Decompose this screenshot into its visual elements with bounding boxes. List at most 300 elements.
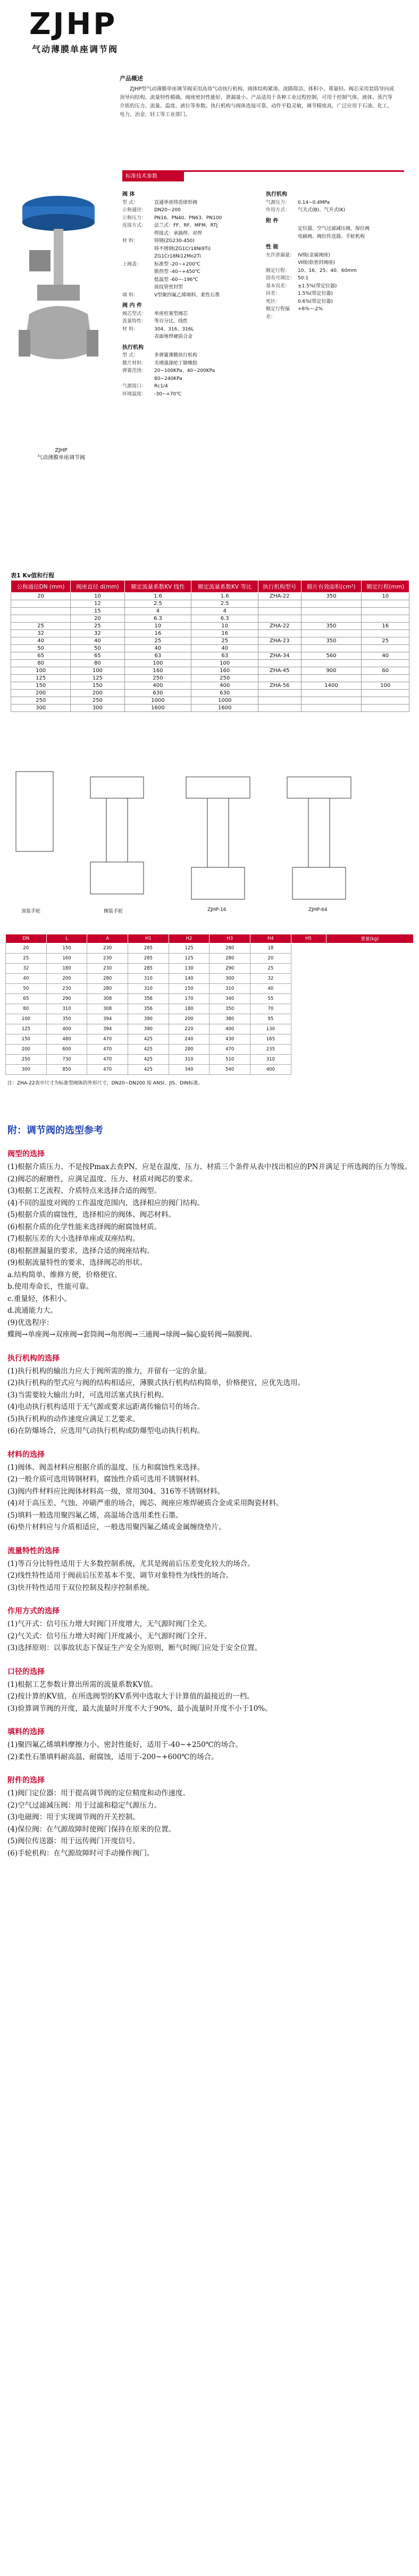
- table1-caption: 表1 Kv值和行程: [11, 572, 55, 579]
- spec-key: [122, 333, 154, 341]
- table-cell: 540: [210, 1065, 250, 1075]
- table-row: [11, 645, 409, 652]
- table-cell: 32: [11, 630, 71, 637]
- table-cell: 425: [128, 1045, 169, 1055]
- table-cell: 400: [46, 1024, 87, 1034]
- spec-row: [266, 290, 404, 298]
- spec-key: [122, 230, 154, 238]
- table-cell: 150: [71, 682, 124, 690]
- spec-row: [266, 233, 404, 241]
- spec-row: [122, 206, 261, 214]
- table-cell: 10: [191, 623, 258, 630]
- table-cell: 350: [301, 593, 362, 600]
- table-cell: 130: [250, 1024, 291, 1034]
- table-cell: 394: [87, 1014, 128, 1024]
- table-cell: 32: [250, 974, 291, 984]
- table-cell: 65: [11, 652, 71, 660]
- spec-row: [266, 225, 404, 233]
- table-cell: 340: [210, 994, 250, 1004]
- table-cell: 280: [210, 954, 250, 964]
- table-cell: 630: [124, 690, 191, 697]
- spec-row: [122, 214, 261, 222]
- table-cell: 160: [191, 667, 258, 675]
- table-cell: 285: [128, 943, 169, 954]
- table-cell: [362, 660, 409, 667]
- table-row: [11, 690, 409, 697]
- table-row: [6, 964, 414, 974]
- spec-value: 法兰式：FF、RF、MFM、RTJ: [154, 223, 218, 228]
- spec-row: [122, 253, 261, 261]
- spec-value: 直通单座铸造球形阀: [154, 200, 198, 205]
- table-cell: 1.6: [124, 593, 191, 600]
- spec-row: [122, 292, 261, 300]
- spec-key: 膜片材料：: [122, 360, 147, 366]
- appendix-paragraph: (6)手轮机构：在气源故障时可手动操作阀门。: [7, 1849, 154, 1858]
- table-cell: [301, 645, 362, 652]
- appendix-paragraph: (4)不同的温度对阀的工作温度范围内，选择相应的阀门结构。: [7, 1198, 205, 1207]
- spec-row: [122, 360, 261, 368]
- appendix-section-heading: 执行机构的选择: [7, 1354, 60, 1363]
- table-cell: 25: [6, 954, 47, 964]
- table-row: [6, 943, 414, 954]
- table-cell: [258, 705, 301, 712]
- table-cell: 390: [128, 1014, 169, 1024]
- table-cell: 130: [169, 964, 210, 974]
- table-row: [6, 954, 414, 964]
- table-cell: [11, 615, 71, 623]
- table-cell: 1000: [124, 697, 191, 705]
- spec-key: 材 料：: [122, 326, 138, 332]
- table-header-cell: L: [46, 934, 87, 943]
- appendix-paragraph: (9)根据流量特性的要求，选择阀芯的形状。: [7, 1258, 147, 1267]
- table-row: [11, 697, 409, 705]
- table-cell: 4: [191, 608, 258, 615]
- drawing-caption-3: ZJHP-16: [207, 907, 227, 913]
- table-row: [6, 994, 414, 1004]
- appendix-section-heading: 阀型的选择: [7, 1150, 45, 1158]
- spec-key: 阀芯型式：: [122, 311, 147, 317]
- table-cell: 250: [71, 697, 124, 705]
- table-cell: 165: [250, 1034, 291, 1045]
- table-header-cell: 额定行程(mm): [362, 581, 409, 593]
- spec-value: 20~100KPa、40~200KPa: [154, 368, 215, 374]
- spec-right-column: [266, 188, 404, 321]
- spec-key: [122, 245, 154, 253]
- table-cell: 310: [210, 984, 250, 994]
- spec-key: [122, 375, 154, 383]
- spec-key: 弹簧范围：: [122, 368, 147, 374]
- table-row: [11, 623, 409, 630]
- spec-key: 基本误差：: [266, 283, 290, 289]
- table-cell: 425: [128, 1055, 169, 1065]
- table-cell: 25: [11, 623, 71, 630]
- spec-key: 固有可调比：: [266, 276, 295, 281]
- appendix-paragraph: 蝶阀→单座阀→双座阀→套筒阀→角形阀→三通阀→球阀→偏心旋转阀→隔膜阀。: [7, 1330, 257, 1339]
- table-cell: 200: [11, 690, 71, 697]
- appendix-paragraph: (3)根据工艺流程、介质特点来选择合适的阀型。: [7, 1187, 162, 1195]
- table-row: [6, 1045, 414, 1055]
- table-cell: 40: [124, 645, 191, 652]
- spec-value: ZG1Cr18Ni12Mo2Ti: [154, 254, 201, 259]
- spec-key: 允许泄漏量：: [266, 252, 295, 258]
- table-cell: [362, 608, 409, 615]
- kv-table: [11, 580, 409, 712]
- appendix-paragraph: (1)执行机构的输出力应大于阀所需的推力，并留有一定的余量。: [7, 1366, 212, 1376]
- appendix-paragraph: (1)气开式：信号压力增大时阀门开度增大，无气源时阀门全关。: [7, 1620, 212, 1628]
- table-cell: [362, 600, 409, 608]
- spec-value: 散热型 -40~+450℃: [154, 269, 200, 275]
- table-cell: 63: [191, 652, 258, 660]
- table-cell: 350: [46, 1014, 87, 1024]
- spec-row: [122, 268, 261, 276]
- spec-key: 型 式：: [122, 353, 138, 358]
- table-cell: 150: [46, 943, 87, 954]
- spec-row: [122, 318, 261, 326]
- table-cell: [258, 615, 301, 623]
- table-cell: 200: [169, 1014, 210, 1024]
- table-cell: ZHA-34: [258, 652, 301, 660]
- table-cell: 180: [46, 964, 87, 974]
- table-row: [11, 593, 409, 600]
- table-cell: 6.3: [191, 615, 258, 623]
- spec-value: 0.14~0.4MPa: [298, 200, 330, 205]
- table-cell: ZHA-45: [258, 667, 301, 675]
- dimension-table: [5, 934, 414, 1075]
- spec-row: [266, 259, 404, 267]
- table-row: [11, 660, 409, 667]
- appendix-paragraph: (3)快开特性适用于双位控制及程序控制系统。: [7, 1583, 154, 1592]
- table-cell: 470: [87, 1045, 128, 1055]
- spec-key: [122, 268, 154, 276]
- table-cell: 32: [71, 630, 124, 637]
- table-cell: 20: [71, 615, 124, 623]
- table-cell: 1400: [301, 682, 362, 690]
- table-cell: 285: [128, 954, 169, 964]
- table-cell: 425: [128, 1034, 169, 1045]
- spec-row: [122, 333, 261, 341]
- appendix-paragraph: (5)填料一般选用聚四氟乙烯，高温场合选用柔性石墨。: [7, 1511, 183, 1520]
- spec-key: 作用方式：: [266, 208, 290, 213]
- spec-row: [122, 199, 261, 207]
- spec-row: [122, 383, 261, 391]
- appendix-paragraph: (2)线性特性适用于阀前后压差基本不变、调节对象特性为线性的场合。: [7, 1571, 233, 1580]
- spec-value: VI级(软密封阀座): [298, 260, 335, 266]
- table-header-cell: 重量(kg): [326, 934, 413, 943]
- table-cell: [258, 675, 301, 682]
- spec-section-heading: 阀 体: [122, 192, 135, 197]
- table-cell: ZHA-56: [258, 682, 301, 690]
- table-cell: 350: [301, 623, 362, 630]
- table-cell: 280: [87, 984, 128, 994]
- table-cell: [362, 615, 409, 623]
- table-header-cell: 膜片有效面积(cm²): [301, 581, 362, 593]
- spec-row: [122, 326, 261, 334]
- table-cell: [301, 630, 362, 637]
- spec-key: [122, 253, 154, 261]
- table-row: [6, 984, 414, 994]
- table-cell: 470: [87, 1055, 128, 1065]
- table-cell: 600: [46, 1045, 87, 1055]
- table-cell: 10: [362, 593, 409, 600]
- spec-key: [266, 225, 298, 233]
- spec-row: [122, 222, 261, 230]
- spec-row: [122, 375, 261, 383]
- table-cell: [258, 630, 301, 637]
- appendix-section-heading: 填料的选择: [7, 1728, 45, 1736]
- table-cell: 55: [250, 994, 291, 1004]
- appendix-paragraph: (3)当需要较大输出力时，可选用活塞式执行机构。: [7, 1390, 169, 1399]
- table-cell: 160: [124, 667, 191, 675]
- spec-section-heading: 执行机构: [266, 192, 287, 197]
- table-cell: 340: [169, 1065, 210, 1075]
- spec-section-heading: 执行机构: [122, 344, 144, 351]
- appendix-section-heading: 流量特性的选择: [7, 1546, 60, 1555]
- spec-row: [122, 276, 261, 284]
- intro-heading: 产品概述: [120, 75, 143, 82]
- table-cell: [362, 690, 409, 697]
- spec-row: [266, 206, 404, 214]
- table-cell: 20: [250, 954, 291, 964]
- spec-value: 焊接式：承插焊、对焊: [154, 230, 203, 236]
- table-cell: 350: [210, 1004, 250, 1014]
- table-cell: 470: [210, 1045, 250, 1055]
- table-cell: 390: [128, 1024, 169, 1034]
- table-cell: 310: [128, 974, 169, 984]
- table-cell: 160: [46, 954, 87, 964]
- drawing-caption-1: 顶装手轮: [21, 909, 41, 914]
- table-row: [6, 1034, 414, 1045]
- table-cell: 1.6: [191, 593, 258, 600]
- table-cell: [301, 615, 362, 623]
- table-cell: 480: [46, 1034, 87, 1045]
- appendix-paragraph: (7)根据压差的大小选择单座或双座结构。: [7, 1235, 140, 1243]
- spec-value: 标准型 -20~+200℃: [154, 261, 200, 267]
- spec-key: 公称压力：: [122, 215, 147, 221]
- table-row: [11, 600, 409, 608]
- table-cell: 80: [11, 660, 71, 667]
- spec-value: Rc1/4: [154, 384, 168, 389]
- table-cell: 240: [169, 1034, 210, 1045]
- table-cell: 300: [6, 1065, 47, 1075]
- product-name: 气动薄膜单座调节阀: [32, 44, 119, 54]
- spec-row: [266, 298, 404, 306]
- table-cell: 400: [250, 1065, 291, 1075]
- spec-key: 气源压力：: [266, 200, 290, 205]
- table-cell: 125: [11, 675, 71, 682]
- spec-value: 1.5%(带定位器): [298, 291, 333, 296]
- table-cell: 50: [6, 984, 47, 994]
- table-header-cell: 额定流量系数KV 线性: [124, 581, 191, 593]
- table-row: [11, 615, 409, 623]
- table-cell: 290: [46, 994, 87, 1004]
- table-cell: 300: [71, 705, 124, 712]
- table-cell: 308: [87, 994, 128, 1004]
- spec-value: 304、316、316L: [154, 326, 194, 332]
- table-cell: [362, 630, 409, 637]
- table-cell: 100: [191, 660, 258, 667]
- spec-section-heading: 附 件: [266, 218, 279, 224]
- appendix-paragraph: (5)阀位传送器：用于远传阀门开度信号。: [7, 1837, 140, 1845]
- table-row: [11, 705, 409, 712]
- table-cell: [258, 645, 301, 652]
- intro-text: ZJHP型气动薄膜单座调节阀采用高效气动执行机构，阀体结构紧凑、流路简洁、体积小、重量轻。阀芯采用套筒导向或顶导向结构，流量特性精确，阀座密封性能好，泄漏量小。产品适用于各种工业过程控制，可用于控制气体、液体、蒸汽等介质的压力、流量、温度、液位等参数。执行机构与阀体连接可靠，动作平稳灵敏，调节精度高，广泛应用于石油、化工、电力、冶金、轻工等工业部门。: [120, 86, 395, 118]
- table-row: [6, 1004, 414, 1014]
- table-cell: [258, 697, 301, 705]
- table-cell: 308: [87, 1004, 128, 1014]
- table-cell: 15: [71, 608, 124, 615]
- appendix-paragraph: (8)根据泄漏量的要求，选择合适的阀座结构。: [7, 1246, 154, 1255]
- appendix-paragraph: (2)空气过滤减压阀：用于过滤和稳定气源压力。: [7, 1801, 162, 1810]
- table-cell: 1600: [191, 705, 258, 712]
- appendix-paragraph: (2)按计算的KV值，在所选阀型的KV系列中选取大于计算值的最接近的一档。: [7, 1692, 254, 1701]
- table-header-cell: 公称通径DN (mm): [11, 581, 71, 593]
- table-cell: [301, 660, 362, 667]
- appendix-paragraph: (1)根据工艺参数计算出所需的流量系数KV值。: [7, 1680, 157, 1689]
- spec-key: 气源接口：: [122, 384, 147, 389]
- appendix-paragraph: (1)阀体、阀盖材料应根据介质的温度、压力和腐蚀性来选择。: [7, 1463, 205, 1472]
- table-cell: 180: [169, 1004, 210, 1014]
- table-header-cell: A: [87, 934, 128, 943]
- spec-row: [266, 267, 404, 275]
- table-cell: 400: [210, 1024, 250, 1034]
- table-cell: 1600: [124, 705, 191, 712]
- table-cell: ZHA-22: [258, 623, 301, 630]
- spec-value: 波纹管密封型: [154, 285, 183, 290]
- table-cell: 300: [11, 705, 71, 712]
- table-row: [11, 637, 409, 645]
- table-cell: 25: [124, 637, 191, 645]
- spec-row: [122, 310, 261, 318]
- spec-value: 定位器、空气过滤减压阀、保位阀: [298, 226, 370, 231]
- spec-value: 夹增强涤纶丁腈橡胶: [154, 360, 198, 366]
- table-cell: [362, 675, 409, 682]
- spec-value: 等百分比、线性: [154, 319, 188, 324]
- table-cell: 4: [124, 608, 191, 615]
- table-cell: [301, 690, 362, 697]
- spec-key: [266, 233, 298, 241]
- table-row: [6, 1065, 414, 1075]
- appendix-paragraph: (3)验算调节阀的开度，最大流量时开度不大于90%，最小流量时开度不小于10%。: [7, 1704, 272, 1713]
- table-header-cell: 执行机构型号: [258, 581, 301, 593]
- table-cell: 150: [11, 682, 71, 690]
- appendix-paragraph: (6)垫片材料应与介质相适应，一般选用聚四氟乙烯或金属缠绕垫片。: [7, 1523, 226, 1531]
- table-cell: [362, 645, 409, 652]
- appendix-paragraph: c.重量轻，体积小。: [7, 1294, 71, 1303]
- table-cell: 50: [71, 645, 124, 652]
- valve-caption: [16, 447, 106, 462]
- spec-value: 多弹簧薄膜执行机构: [154, 353, 198, 358]
- appendix-paragraph: (3)阀内件材料应比阀体材料高一级，常用304、316等不锈钢材料。: [7, 1487, 225, 1496]
- table-cell: 200: [6, 1045, 47, 1055]
- table-cell: 310: [128, 984, 169, 994]
- appendix-paragraph: (3)选择原则：以事故状态下保证生产安全为原则，断气时阀门应处于安全位置。: [7, 1644, 262, 1652]
- table-cell: 6.3: [124, 615, 191, 623]
- table-cell: 40: [362, 652, 409, 660]
- valve-caption-name: 气动薄膜单座调节阀: [37, 455, 85, 461]
- spec-row: [266, 305, 404, 321]
- spec-key: 死区：: [266, 299, 281, 304]
- dimension-table-note: 注：ZHA-22表中尺寸为标准型阀体的外形尺寸，DN20~DN200 按 ANSI、JIS、DIN标准。: [7, 1081, 203, 1086]
- table-row: [6, 1014, 414, 1024]
- spec-value: 10、16、25、40、60mm: [298, 268, 357, 274]
- table-cell: [258, 600, 301, 608]
- table-cell: 560: [301, 652, 362, 660]
- table-cell: [362, 697, 409, 705]
- table-cell: 220: [169, 1024, 210, 1034]
- table-cell: 80: [71, 660, 124, 667]
- table-cell: 250: [191, 675, 258, 682]
- table-cell: 125: [71, 675, 124, 682]
- table-cell: [362, 705, 409, 712]
- spec-key: 填 料：: [122, 292, 138, 298]
- selection-appendix: [7, 1123, 412, 1859]
- table-cell: 280: [210, 943, 250, 954]
- spec-row: [122, 391, 261, 399]
- table-header-cell: H2: [169, 934, 210, 943]
- appendix-paragraph: (2)柔性石墨填料耐高温、耐腐蚀，适用于-200~+600℃的场合。: [7, 1752, 219, 1761]
- table-row: [11, 652, 409, 660]
- appendix-paragraph: (1)根据介质压力、不是按Pmax去查PN，应是在温度、压力、材质三个条件从表中找出相应的PN并满足于所选阀的压力等级。: [7, 1163, 412, 1171]
- appendix-paragraph: (2)气关式：信号压力增大时阀门开度减小，无气源时阀门全开。: [7, 1631, 212, 1641]
- spec-value: 电磁阀、阀位传送器、手轮机构: [298, 234, 365, 239]
- table-cell: [301, 705, 362, 712]
- table-cell: 230: [87, 964, 128, 974]
- table-row: [6, 1024, 414, 1034]
- appendix-paragraph: (4)对于高压差、气蚀、冲刷严重的场合，阀芯、阀座应堆焊硬质合金或采用陶瓷材料。: [7, 1499, 283, 1508]
- table-header-cell: H1: [128, 934, 169, 943]
- spec-key: 型 式：: [122, 200, 138, 205]
- table-cell: 150: [169, 984, 210, 994]
- spec-row: [122, 261, 261, 269]
- spec-row: [122, 284, 261, 292]
- spec-value: V型聚四氟乙烯填料、柔性石墨: [154, 292, 220, 298]
- table-cell: 280: [169, 1045, 210, 1055]
- table-cell: 16: [362, 623, 409, 630]
- spec-row: [122, 230, 261, 238]
- table-cell: 16: [124, 630, 191, 637]
- table-cell: 2.5: [124, 600, 191, 608]
- drawing-caption-2: 侧装手轮: [104, 909, 123, 914]
- spec-key: 上阀盖：: [122, 261, 142, 267]
- table-cell: 40: [71, 637, 124, 645]
- appendix-section-heading: 口径的选择: [7, 1667, 45, 1676]
- table-cell: 95: [250, 1014, 291, 1024]
- spec-row: [266, 275, 404, 283]
- spec-value: -30~+70℃: [154, 391, 182, 397]
- table-cell: 20: [11, 593, 71, 600]
- spec-key: 额定行程偏差：: [266, 307, 290, 320]
- table-cell: 470: [87, 1065, 128, 1075]
- table-cell: 230: [87, 943, 128, 954]
- appendix-section-heading: 材料的选择: [7, 1450, 45, 1459]
- table-cell: 310: [46, 1004, 87, 1014]
- spec-row: [266, 283, 404, 291]
- table-row: [6, 1055, 414, 1065]
- table-cell: 235: [250, 1045, 291, 1055]
- spec-value: 低温型 -60~-196℃: [154, 277, 198, 283]
- table-header-cell: H4: [250, 934, 291, 943]
- appendix-paragraph: (5)执行机构的动作速度应满足工艺要求。: [7, 1414, 140, 1423]
- table-cell: 394: [87, 1024, 128, 1034]
- table-cell: 65: [71, 652, 124, 660]
- appendix-paragraph: (3)电磁阀：用于实现调节阀的开关控制。: [7, 1813, 140, 1821]
- table-cell: [301, 697, 362, 705]
- table-cell: 40: [11, 637, 71, 645]
- table-cell: 300: [210, 974, 250, 984]
- table-cell: 100: [124, 660, 191, 667]
- table-cell: 10: [124, 623, 191, 630]
- table-cell: 380: [210, 1014, 250, 1024]
